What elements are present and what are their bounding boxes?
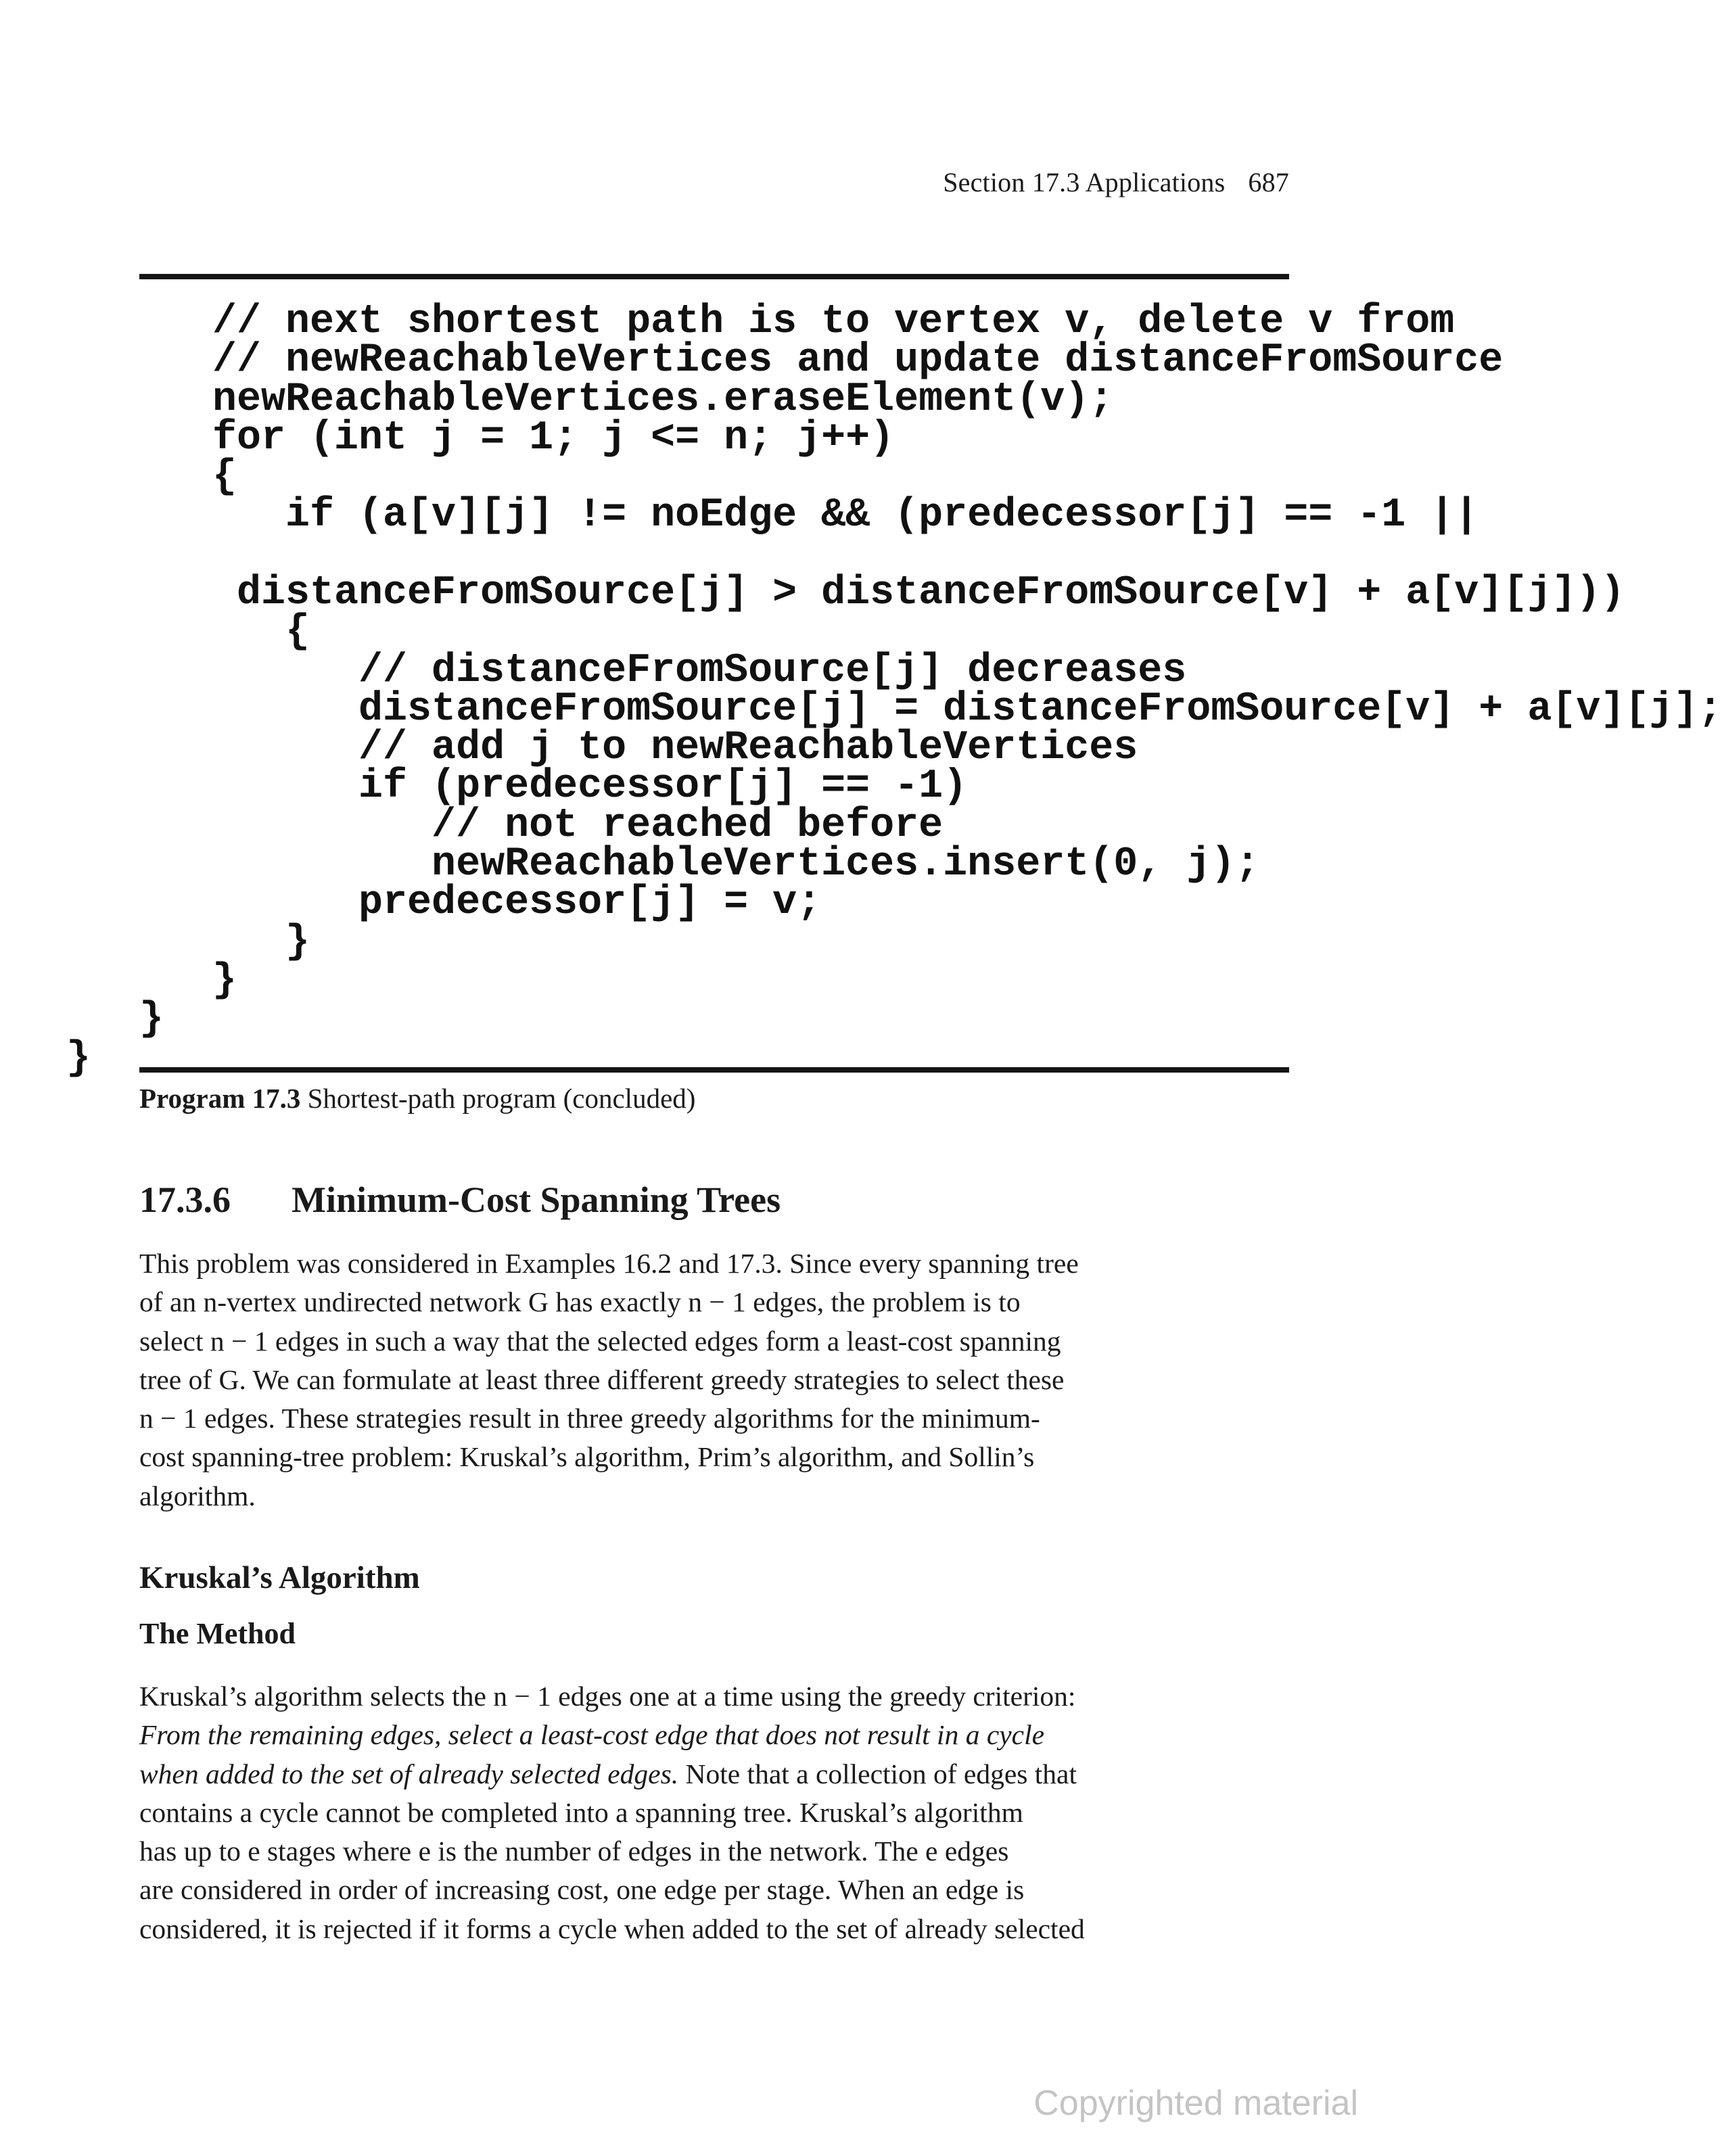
header-section: Section 17.3 Applications [943,167,1226,197]
paragraph-line: This problem was considered in Examples 16.2 and 17.3. Since every spanning tree [139,1248,1079,1279]
copyright-watermark: Copyrighted material [1033,2084,1358,2123]
paragraph-line: select n − 1 edges in such a way that the selected edges form a least-cost spanning [139,1325,1061,1357]
paragraph-line: n − 1 edges. These strategies result in three greedy algorithms for the minimum- [139,1403,1040,1434]
intro-paragraph [139,1244,1289,1516]
paragraph-line: Kruskal’s algorithm selects the n − 1 edges one at a time using the greedy criterion: [139,1681,1076,1712]
emphasis-text: when added to the set of already selected edges. [139,1758,679,1789]
paragraph-line: cost spanning-tree problem: Kruskal’s algorithm, Prim’s algorithm, and Sollin’s [139,1441,1035,1473]
paragraph-line: has up to e stages where e is the number of edges in the network. The e edges [139,1835,1009,1867]
code-listing-part-2: distanceFromSource[j] > distanceFromSource[v] + a[v][j])) { // distanceFromSource[j] decreases distanceFromSource[j] = distanceFromSource[v] + a[v][j]; // add j to newReachableVertices if (predecessor[j] == -1) // not reached before newReachableVertices.insert(0, j); predecessor[j] = v; } } } } [66,570,1722,1081]
method-paragraph [139,1677,1289,1948]
section-title: Minimum-Cost Spanning Trees [292,1179,781,1220]
emphasis-line: From the remaining edges, select a least-cost edge that does not result in a cycle [139,1719,1045,1751]
caption-text: Shortest-path program (concluded) [300,1083,696,1114]
paragraph-line: contains a cycle cannot be completed into a spanning tree. Kruskal’s algorithm [139,1796,1023,1828]
top-rule [139,274,1289,279]
code-listing-part-1: // next shortest path is to vertex v, delete v from // newReachableVertices and update distanceFromSource newReachableVertices.eraseElement(v); for (int j = 1; j <= n; j++) { if (a[v][j] != noEdge && (predecessor[j] == -1 || [212,299,1504,539]
paragraph-line: algorithm. [139,1480,256,1511]
subsection-heading: Kruskal’s Algorithm [139,1560,420,1595]
paragraph-line: tree of G. We can formulate at least three different greedy strategies to select these [139,1363,1065,1395]
paragraph-line [139,1755,1289,1794]
running-header [0,166,1289,198]
caption-label: Program 17.3 [139,1083,301,1114]
paragraph-text: Note that a collection of edges that [678,1758,1077,1789]
paragraph-line: of an n-vertex undirected network G has exactly n − 1 edges, the problem is to [139,1286,1021,1318]
bottom-rule [139,1067,1289,1073]
paragraph-line: are considered in order of increasing cost, one edge per stage. When an edge is [139,1874,1025,1906]
program-caption [139,1082,695,1115]
subsubsection-heading: The Method [139,1617,296,1650]
section-heading [139,1179,781,1221]
page-number: 687 [1248,167,1289,197]
section-number: 17.3.6 [139,1179,231,1220]
paragraph-line: considered, it is rejected if it forms a cycle when added to the set of already selected [139,1913,1085,1944]
